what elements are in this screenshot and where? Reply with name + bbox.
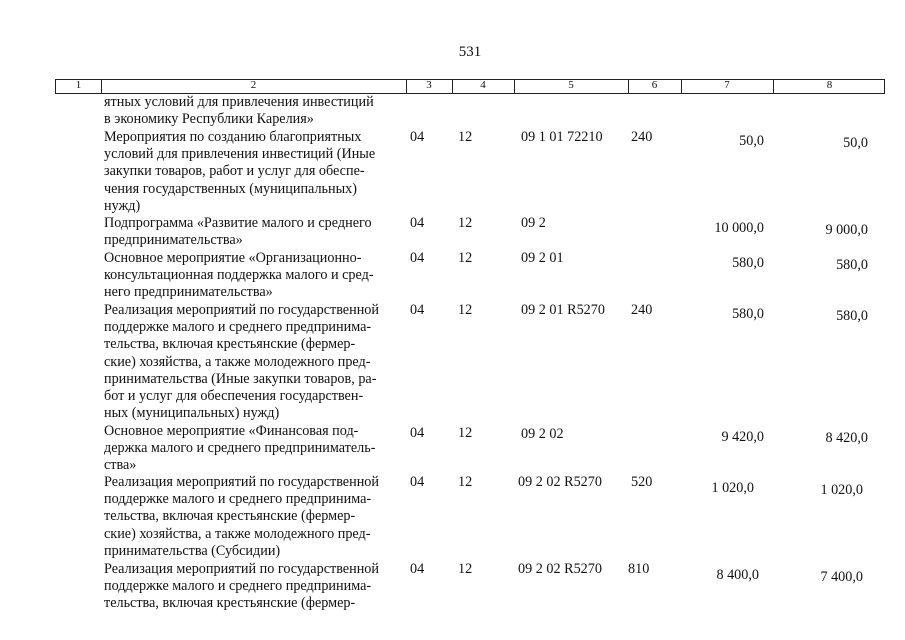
- description-line: закупки товаров, работ и услуг для обеспе-: [104, 163, 365, 180]
- target-article-code: 09 2 01 R5270: [521, 302, 605, 318]
- amount-col7: 50,0: [739, 133, 764, 149]
- subsection-code: 12: [458, 129, 473, 145]
- row-description: [104, 250, 404, 302]
- description-line: чения государственных (муниципальных): [104, 180, 357, 197]
- description-line: тельства, включая крестьянские (фермер-: [104, 336, 356, 353]
- description-line: Реализация мероприятий по государственной: [104, 474, 379, 490]
- subsection-code: 12: [458, 425, 473, 441]
- section-code: 04: [410, 425, 425, 441]
- amount-col7: 1 020,0: [711, 480, 754, 496]
- subsection-code: 12: [458, 250, 473, 266]
- row-description: [104, 423, 404, 475]
- description-line: ские) хозяйства, а также молодежного пред-: [104, 525, 371, 542]
- amount-col7: 580,0: [732, 255, 764, 271]
- target-article-code: 09 2 01: [521, 250, 564, 266]
- description-line: Реализация мероприятий по государственной: [104, 302, 379, 318]
- row-description: [104, 129, 404, 215]
- subsection-code: 12: [458, 561, 473, 577]
- description-line: тельства, включая крестьянские (фермер-: [104, 508, 356, 525]
- description-line: Реализация мероприятий по государственной: [104, 561, 379, 577]
- amount-col7: 580,0: [732, 306, 764, 322]
- amount-col8: 580,0: [836, 308, 868, 324]
- column-header-row: [55, 79, 885, 94]
- page-number: 531: [458, 44, 482, 60]
- description-line: ятных условий для привлечения инвестиций: [104, 94, 374, 110]
- expense-type-code: 240: [631, 302, 653, 318]
- target-article-code: 09 2 02: [521, 426, 564, 442]
- amount-col7: 9 420,0: [721, 429, 764, 445]
- description-line: держка малого и среднего предприниматель-: [104, 440, 376, 457]
- section-code: 04: [410, 215, 425, 231]
- subsection-code: 12: [458, 474, 473, 490]
- description-line: Мероприятия по созданию благоприятных: [104, 129, 362, 145]
- amount-col7: 8 400,0: [716, 567, 759, 583]
- column-header-3: 3: [426, 79, 432, 91]
- description-line: ские) хозяйства, а также молодежного пред-: [104, 353, 371, 370]
- description-line: ных (муниципальных) нужд): [104, 405, 280, 422]
- expense-type-code: 810: [628, 561, 650, 577]
- description-line: поддержке малого и среднего предпринима-: [104, 491, 372, 508]
- amount-col8: 9 000,0: [825, 222, 868, 238]
- description-line: тельства, включая крестьянские (фермер-: [104, 595, 356, 612]
- description-line: условий для привлечения инвестиций (Иные: [104, 146, 376, 163]
- description-line: Подпрограмма «Развитие малого и среднего: [104, 215, 372, 231]
- description-line: принимательства (Субсидии): [104, 542, 281, 559]
- row-description: [104, 561, 404, 613]
- description-line: него предпринимательства»: [104, 284, 273, 301]
- amount-col8: 1 020,0: [820, 482, 863, 498]
- target-article-code: 09 2 02 R5270: [518, 561, 602, 577]
- column-header-5: 5: [568, 79, 574, 91]
- target-article-code: 09 2 02 R5270: [518, 474, 602, 490]
- row-description: [104, 215, 404, 249]
- amount-col8: 7 400,0: [820, 569, 863, 585]
- description-line: ства»: [104, 457, 137, 474]
- expense-type-code: 520: [631, 474, 653, 490]
- description-line: бот и услуг для обеспечения государствен-: [104, 388, 364, 405]
- column-header-6: 6: [651, 79, 658, 91]
- section-code: 04: [410, 302, 425, 318]
- row-description: [104, 302, 404, 422]
- target-article-code: 09 2: [521, 215, 546, 231]
- description-line: нужд): [104, 197, 141, 214]
- description-line: Основное мероприятие «Организационно-: [104, 250, 362, 266]
- column-header-1: 1: [75, 79, 82, 91]
- subsection-code: 12: [458, 215, 473, 231]
- row-description: [104, 94, 404, 128]
- section-code: 04: [410, 250, 425, 266]
- description-line: консультационная поддержка малого и сред-: [104, 267, 374, 284]
- section-code: 04: [410, 561, 425, 577]
- expense-type-code: 240: [631, 129, 653, 145]
- description-line: Основное мероприятие «Финансовая под-: [104, 423, 359, 439]
- row-description: [104, 474, 404, 560]
- subsection-code: 12: [458, 302, 473, 318]
- column-header-4: 4: [480, 79, 486, 91]
- amount-col8: 8 420,0: [825, 430, 868, 446]
- amount-col8: 50,0: [843, 135, 868, 151]
- description-line: поддержке малого и среднего предпринима-: [104, 578, 372, 595]
- description-line: поддержке малого и среднего предпринима-: [104, 319, 372, 336]
- section-code: 04: [410, 474, 425, 490]
- description-line: предпринимательства»: [104, 232, 243, 249]
- target-article-code: 09 1 01 72210: [521, 129, 603, 145]
- section-code: 04: [410, 129, 425, 145]
- description-line: в экономику Республики Карелия»: [104, 111, 314, 128]
- description-line: принимательства (Иные закупки товаров, ра-: [104, 370, 377, 387]
- column-header-8: 8: [826, 79, 833, 91]
- column-header-2: 2: [250, 79, 257, 91]
- amount-col7: 10 000,0: [714, 220, 764, 236]
- amount-col8: 580,0: [836, 257, 868, 273]
- column-header-7: 7: [724, 79, 730, 91]
